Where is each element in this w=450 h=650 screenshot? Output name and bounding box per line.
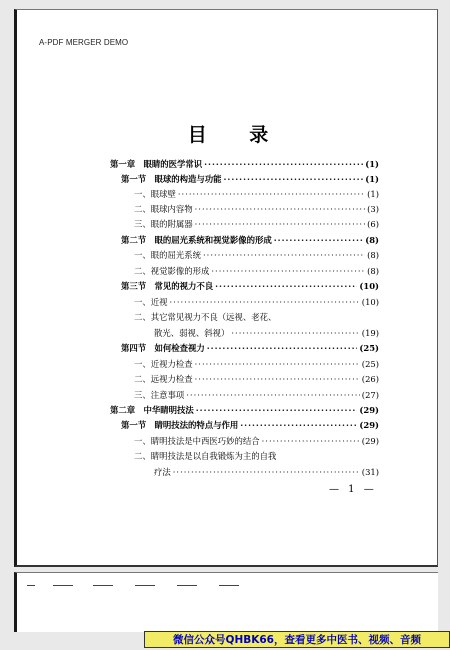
toc-entry-title: 第四节 如何检查视力 <box>121 343 205 353</box>
toc-leader-dots <box>262 435 360 447</box>
toc-entry-page: (29) <box>359 405 379 415</box>
toc-entry[interactable] <box>134 296 379 308</box>
toc-entry-page: (10) <box>361 297 379 307</box>
toc-leader-dots <box>231 327 359 339</box>
toc-entry-page: (8) <box>365 235 379 245</box>
page-number: — 1 — <box>329 484 377 495</box>
divider <box>53 585 73 586</box>
toc-entry[interactable] <box>134 311 379 323</box>
toc-entry[interactable] <box>134 450 379 462</box>
toc-entry-page: (26) <box>361 374 379 384</box>
toc-entry-page: (25) <box>359 343 379 353</box>
toc-entry[interactable] <box>134 389 379 401</box>
toc-entry-title: 一、睛明技法是中西医巧妙的结合 <box>134 436 260 446</box>
toc-entry[interactable] <box>121 234 379 246</box>
toc-entry-title: 第一节 睛明技法的特点与作用 <box>121 420 239 430</box>
toc-entry-page: (6) <box>367 219 379 229</box>
toc-entry-page: (1) <box>367 189 379 199</box>
promo-banner[interactable]: 微信公众号QHBK66，查看更多中医书、视频、音频 <box>144 631 450 648</box>
toc-entry-title: 一、近视力检查 <box>134 359 193 369</box>
toc-entry[interactable] <box>134 435 379 447</box>
toc-entry-title: 第一章 眼睛的医学常识 <box>110 159 203 169</box>
toc-leader-dots <box>274 234 363 246</box>
toc-entry[interactable] <box>134 218 379 230</box>
toc-leader-dots <box>195 203 366 215</box>
toc-entry[interactable] <box>121 280 379 292</box>
toc-entry[interactable] <box>121 173 379 185</box>
watermark: A-PDF MERGER DEMO <box>39 38 129 47</box>
toc-entry-page: (27) <box>361 390 379 400</box>
toc-entry[interactable] <box>134 373 379 385</box>
toc-entry-title: 二、其它常见视力不良（远视、老花、 <box>134 312 277 322</box>
toc-entry-title: 三、眼的附属器 <box>134 219 193 229</box>
toc-entry-page: (8) <box>367 266 379 276</box>
toc-leader-dots <box>204 158 363 170</box>
toc-entry-title: 二、远视力检查 <box>134 374 193 384</box>
toc-entry-title: 第三节 常见的视力不良 <box>121 281 214 291</box>
toc-entry[interactable] <box>121 342 379 354</box>
toc-entry-title: 二、眼球内容物 <box>134 204 193 214</box>
toc-entry[interactable] <box>110 404 379 416</box>
divider <box>135 585 155 586</box>
toc-entry-page: (31) <box>361 467 379 477</box>
toc-entry-page: (29) <box>359 420 379 430</box>
toc-leader-dots <box>178 188 365 200</box>
toc-entry[interactable] <box>134 188 379 200</box>
toc-leader-dots <box>207 342 358 354</box>
toc-entry-title: 一、眼球壁 <box>134 189 176 199</box>
toc-entry[interactable] <box>134 249 379 261</box>
toc-entry[interactable] <box>134 265 379 277</box>
toc-leader-dots <box>173 466 360 478</box>
toc-entry[interactable] <box>110 158 379 170</box>
toc-entry-title: 一、眼的屈光系统 <box>134 250 201 260</box>
toc-entry[interactable] <box>134 358 379 370</box>
toc-leader-dots <box>211 265 365 277</box>
toc-entry-title: 疗法 <box>154 467 171 477</box>
toc-entry-page: (25) <box>361 359 379 369</box>
toc-entry-title: 一、近视 <box>134 297 168 307</box>
toc-leader-dots <box>215 280 357 292</box>
toc-entry-title: 第二节 眼的屈光系统和视觉影像的形成 <box>121 235 272 245</box>
toc-entry-title: 三、注意事项 <box>134 390 185 400</box>
toc-entry-page: (19) <box>361 328 379 338</box>
pdf-page <box>14 9 438 567</box>
toc-entry-title: 散光、弱视、斜视） <box>154 328 230 338</box>
toc-entry-page: (10) <box>359 281 379 291</box>
toc-entry-title: 二、视觉影像的形成 <box>134 266 210 276</box>
toc-entry[interactable] <box>121 419 379 431</box>
toc-leader-dots <box>195 373 360 385</box>
divider <box>177 585 197 586</box>
toc-entry[interactable] <box>154 327 379 339</box>
toc-leader-dots <box>196 404 358 416</box>
toc-leader-dots <box>240 419 357 431</box>
next-page-top <box>14 572 438 632</box>
toc-entry-title: 第二章 中华睛明技法 <box>110 405 194 415</box>
toc-entry-page: (1) <box>365 174 379 184</box>
toc-entry-title: 第一节 眼球的构造与功能 <box>121 174 222 184</box>
divider <box>219 585 239 586</box>
toc-leader-dots <box>203 249 365 261</box>
toc-entry-title: 二、睛明技法是以自我锻炼为主的自我 <box>134 451 277 461</box>
toc-entry[interactable] <box>154 466 379 478</box>
toc-leader-dots <box>195 358 360 370</box>
toc-leader-dots <box>170 296 360 308</box>
toc-leader-dots <box>224 173 364 185</box>
toc-leader-dots <box>186 389 360 401</box>
divider <box>93 585 113 586</box>
toc-entry-page: (3) <box>367 204 379 214</box>
toc-entry[interactable] <box>134 203 379 215</box>
toc-entry-page: (1) <box>365 159 379 169</box>
toc-entry-page: (8) <box>367 250 379 260</box>
divider <box>27 585 35 586</box>
page-title: 目 录 <box>187 124 287 146</box>
toc-leader-dots <box>195 218 366 230</box>
toc-entry-page: (29) <box>361 436 379 446</box>
